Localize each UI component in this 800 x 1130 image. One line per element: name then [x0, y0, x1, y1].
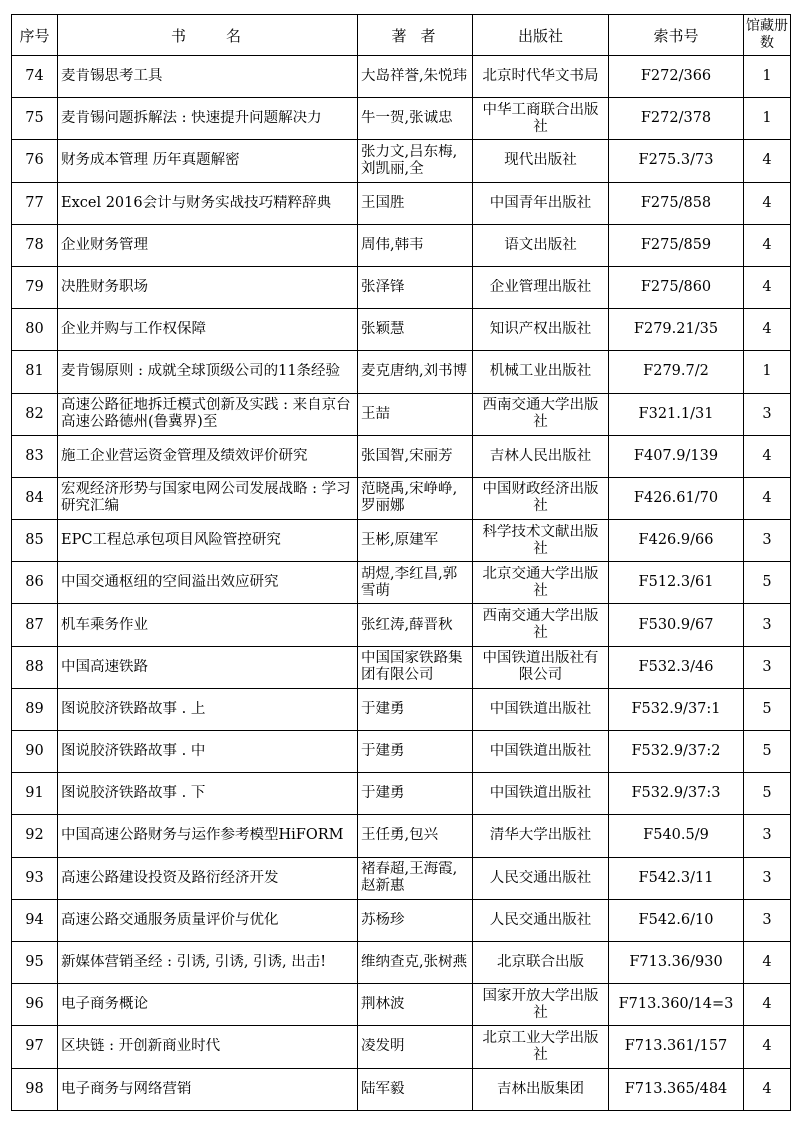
- table-row: [12, 140, 791, 182]
- cell-title: [58, 224, 358, 266]
- cell-call-number: F275/860: [609, 266, 744, 308]
- cell-call-number: F426.61/70: [609, 477, 744, 519]
- cell-publisher: [473, 1068, 609, 1110]
- cell-title-text: 新媒体营销圣经 : 引诱, 引诱, 引诱, 出击!: [61, 954, 327, 971]
- cell-publisher: [473, 688, 609, 730]
- cell-author: [358, 56, 473, 98]
- cell-publisher: [473, 899, 609, 941]
- cell-publisher: [473, 182, 609, 224]
- cell-title: [58, 1026, 358, 1068]
- cell-publisher-text: 中华工商联合出版社: [482, 101, 599, 135]
- cell-author-text: 胡煜,李红昌,郭雪萌: [361, 565, 458, 599]
- cell-no: 95: [12, 941, 58, 983]
- cell-title: [58, 56, 358, 98]
- cell-publisher-text: 中国铁道出版社有限公司: [482, 650, 599, 684]
- cell-author: [358, 393, 473, 435]
- cell-title-text: 财务成本管理 历年真题解密: [61, 152, 240, 169]
- cell-author: [358, 520, 473, 562]
- table-row: [12, 309, 791, 351]
- cell-publisher: [473, 604, 609, 646]
- cell-call-number: F713.361/157: [609, 1026, 744, 1068]
- cell-no: 93: [12, 857, 58, 899]
- table-row: [12, 520, 791, 562]
- cell-no: 89: [12, 688, 58, 730]
- cell-publisher-text: 吉林人民出版社: [489, 447, 592, 464]
- cell-title: [58, 393, 358, 435]
- cell-publisher-text: 北京交通大学出版社: [482, 565, 599, 599]
- table-row: [12, 773, 791, 815]
- cell-copies: 4: [744, 224, 791, 266]
- cell-no: 76: [12, 140, 58, 182]
- cell-copies: 1: [744, 56, 791, 98]
- table-row: [12, 688, 791, 730]
- cell-author-text: 陆军毅: [361, 1080, 405, 1097]
- cell-author-text: 王彬,原建军: [361, 532, 439, 549]
- header-row: [12, 15, 791, 56]
- cell-no: 84: [12, 477, 58, 519]
- cell-no: 83: [12, 435, 58, 477]
- cell-publisher-text: 北京工业大学出版社: [482, 1029, 599, 1063]
- cell-title: [58, 266, 358, 308]
- cell-author-text: 张力文,吕东梅,刘凯丽,全: [361, 143, 458, 177]
- cell-author-text: 周伟,韩韦: [361, 236, 424, 253]
- cell-publisher-text: 清华大学出版社: [489, 827, 592, 844]
- cell-call-number: F426.9/66: [609, 520, 744, 562]
- cell-publisher-text: 中国铁道出版社: [489, 700, 592, 717]
- cell-publisher: [473, 266, 609, 308]
- table-row: [12, 815, 791, 857]
- table-row: [12, 351, 791, 393]
- cell-author: [358, 98, 473, 140]
- cell-copies: 3: [744, 393, 791, 435]
- cell-call-number: F530.9/67: [609, 604, 744, 646]
- cell-no: 94: [12, 899, 58, 941]
- cell-no: 97: [12, 1026, 58, 1068]
- header-author: 著者: [358, 15, 473, 56]
- cell-copies: 3: [744, 646, 791, 688]
- cell-author: [358, 604, 473, 646]
- table-row: [12, 857, 791, 899]
- cell-copies: 3: [744, 815, 791, 857]
- cell-author: [358, 731, 473, 773]
- table-row: [12, 98, 791, 140]
- cell-call-number: F321.1/31: [609, 393, 744, 435]
- table-row: [12, 899, 791, 941]
- cell-title-text: 高速公路交通服务质量评价与优化: [61, 911, 279, 928]
- cell-copies: 4: [744, 266, 791, 308]
- cell-author: [358, 182, 473, 224]
- cell-title: [58, 98, 358, 140]
- cell-title: [58, 731, 358, 773]
- cell-title-text: 图说胶济铁路故事 . 上: [61, 700, 206, 717]
- cell-title: [58, 941, 358, 983]
- table-row: [12, 477, 791, 519]
- cell-title: [58, 604, 358, 646]
- header-no: 序号: [12, 15, 58, 56]
- cell-author: [358, 351, 473, 393]
- cell-title: [58, 140, 358, 182]
- cell-publisher-text: 人民交通出版社: [489, 911, 592, 928]
- cell-author-text: 麦克唐纳,刘书博: [361, 363, 468, 380]
- cell-title-text: EPC工程总承包项目风险管控研究: [61, 532, 281, 549]
- cell-call-number: F542.6/10: [609, 899, 744, 941]
- table-row: [12, 435, 791, 477]
- cell-publisher: [473, 309, 609, 351]
- cell-publisher-text: 机械工业出版社: [489, 363, 592, 380]
- cell-copies: 3: [744, 899, 791, 941]
- cell-publisher-text: 北京时代华文书局: [482, 68, 599, 85]
- cell-title: [58, 688, 358, 730]
- cell-publisher: [473, 984, 609, 1026]
- cell-author: [358, 309, 473, 351]
- cell-call-number: F532.9/37:1: [609, 688, 744, 730]
- cell-no: 86: [12, 562, 58, 604]
- cell-copies: 4: [744, 477, 791, 519]
- cell-no: 74: [12, 56, 58, 98]
- cell-copies: 3: [744, 520, 791, 562]
- table-header: [12, 15, 791, 56]
- cell-author: [358, 1026, 473, 1068]
- cell-title: [58, 309, 358, 351]
- cell-call-number: F532.9/37:3: [609, 773, 744, 815]
- cell-copies: 4: [744, 309, 791, 351]
- cell-title-text: 施工企业营运资金管理及绩效评价研究: [61, 447, 308, 464]
- cell-copies: 5: [744, 731, 791, 773]
- table-row: [12, 604, 791, 646]
- cell-call-number: F275/859: [609, 224, 744, 266]
- cell-publisher-text: 国家开放大学出版社: [482, 987, 599, 1021]
- cell-title-text: 企业并购与工作权保障: [61, 321, 206, 338]
- cell-no: 96: [12, 984, 58, 1026]
- cell-call-number: F279.7/2: [609, 351, 744, 393]
- cell-copies: 1: [744, 351, 791, 393]
- cell-title: [58, 351, 358, 393]
- cell-title-text: 中国高速铁路: [61, 658, 148, 675]
- table-row: [12, 1026, 791, 1068]
- cell-publisher-text: 西南交通大学出版社: [482, 608, 599, 642]
- cell-call-number: F512.3/61: [609, 562, 744, 604]
- header-holdings: 馆藏册数: [744, 15, 791, 56]
- cell-title-text: 区块链 : 开创新商业时代: [61, 1038, 221, 1055]
- cell-title: [58, 435, 358, 477]
- cell-author-text: 范晓禹,宋峥峥,罗丽娜: [361, 481, 458, 515]
- cell-author: [358, 941, 473, 983]
- cell-no: 87: [12, 604, 58, 646]
- cell-publisher: [473, 56, 609, 98]
- cell-author-text: 张泽锋: [361, 279, 405, 296]
- cell-title-text: 高速公路征地拆迁模式创新及实践 : 来自京台高速公路德州(鲁冀界)至: [61, 397, 351, 431]
- cell-publisher: [473, 140, 609, 182]
- cell-author-text: 牛一贺,张诚忠: [361, 110, 453, 127]
- cell-no: 90: [12, 731, 58, 773]
- cell-author: [358, 224, 473, 266]
- cell-title-text: 图说胶济铁路故事 . 下: [61, 785, 206, 802]
- cell-publisher-text: 现代出版社: [504, 152, 577, 169]
- cell-title: [58, 815, 358, 857]
- cell-copies: 5: [744, 688, 791, 730]
- cell-author: [358, 688, 473, 730]
- table-row: [12, 562, 791, 604]
- cell-copies: 4: [744, 1026, 791, 1068]
- cell-author-text: 王任勇,包兴: [361, 827, 439, 844]
- cell-author-text: 于建勇: [361, 743, 405, 760]
- cell-publisher-text: 吉林出版集团: [497, 1080, 584, 1097]
- cell-title: [58, 899, 358, 941]
- cell-no: 79: [12, 266, 58, 308]
- cell-title: [58, 1068, 358, 1110]
- cell-no: 92: [12, 815, 58, 857]
- cell-author-text: 张红涛,薛晋秋: [361, 616, 453, 633]
- cell-call-number: F275.3/73: [609, 140, 744, 182]
- cell-call-number: F407.9/139: [609, 435, 744, 477]
- cell-call-number: F532.3/46: [609, 646, 744, 688]
- cell-copies: 4: [744, 984, 791, 1026]
- cell-copies: 5: [744, 773, 791, 815]
- cell-call-number: F713.360/14=3: [609, 984, 744, 1026]
- table-row: [12, 731, 791, 773]
- cell-call-number: F279.21/35: [609, 309, 744, 351]
- cell-copies: 5: [744, 562, 791, 604]
- cell-call-number: F542.3/11: [609, 857, 744, 899]
- table-row: [12, 646, 791, 688]
- cell-title: [58, 773, 358, 815]
- cell-author: [358, 773, 473, 815]
- header-publisher: 出版社: [473, 15, 609, 56]
- cell-publisher-text: 知识产权出版社: [489, 321, 592, 338]
- table-body: [12, 56, 791, 1111]
- cell-author-text: 于建勇: [361, 700, 405, 717]
- cell-author-text: 王国胜: [361, 194, 405, 211]
- cell-publisher-text: 语文出版社: [504, 236, 577, 253]
- cell-author: [358, 899, 473, 941]
- cell-no: 91: [12, 773, 58, 815]
- cell-title: [58, 477, 358, 519]
- cell-author-text: 张颖慧: [361, 321, 405, 338]
- cell-title-text: 中国高速公路财务与运作参考模型HiFORM: [61, 827, 344, 844]
- cell-no: 77: [12, 182, 58, 224]
- cell-publisher: [473, 351, 609, 393]
- cell-no: 88: [12, 646, 58, 688]
- table-row: [12, 941, 791, 983]
- cell-call-number: F272/366: [609, 56, 744, 98]
- cell-copies: 4: [744, 182, 791, 224]
- table-row: [12, 224, 791, 266]
- cell-publisher: [473, 393, 609, 435]
- cell-title-text: 麦肯锡原则 : 成就全球顶级公司的11条经验: [61, 363, 341, 380]
- table-row: [12, 182, 791, 224]
- book-list-table: [11, 14, 791, 1111]
- cell-publisher: [473, 224, 609, 266]
- cell-title-text: 高速公路建设投资及路衍经济开发: [61, 869, 279, 886]
- table-row: [12, 984, 791, 1026]
- cell-no: 98: [12, 1068, 58, 1110]
- cell-author-text: 于建勇: [361, 785, 405, 802]
- cell-no: 82: [12, 393, 58, 435]
- cell-title-text: 中国交通枢纽的空间溢出效应研究: [61, 574, 279, 591]
- cell-publisher: [473, 98, 609, 140]
- cell-author-text: 荆林波: [361, 996, 405, 1013]
- cell-author-text: 苏杨珍: [361, 911, 405, 928]
- cell-title-text: 企业财务管理: [61, 236, 148, 253]
- cell-title-text: 电子商务概论: [61, 996, 148, 1013]
- cell-no: 75: [12, 98, 58, 140]
- cell-publisher-text: 北京联合出版: [497, 954, 584, 971]
- cell-call-number: F272/378: [609, 98, 744, 140]
- cell-call-number: F532.9/37:2: [609, 731, 744, 773]
- cell-author: [358, 435, 473, 477]
- cell-publisher: [473, 731, 609, 773]
- cell-call-number: F713.36/930: [609, 941, 744, 983]
- cell-no: 81: [12, 351, 58, 393]
- cell-publisher-text: 中国铁道出版社: [489, 743, 592, 760]
- cell-author: [358, 1068, 473, 1110]
- cell-author: [358, 562, 473, 604]
- cell-title: [58, 984, 358, 1026]
- cell-copies: 4: [744, 941, 791, 983]
- cell-title: [58, 646, 358, 688]
- cell-title: [58, 520, 358, 562]
- cell-publisher-text: 中国财政经济出版社: [482, 481, 599, 515]
- cell-publisher: [473, 857, 609, 899]
- cell-publisher: [473, 520, 609, 562]
- cell-author-text: 褚春超,王海霞,赵新惠: [361, 861, 458, 895]
- cell-publisher: [473, 562, 609, 604]
- cell-author-text: 中国国家铁路集团有限公司: [361, 650, 463, 684]
- cell-title: [58, 562, 358, 604]
- cell-no: 80: [12, 309, 58, 351]
- table-row: [12, 1068, 791, 1110]
- cell-author: [358, 815, 473, 857]
- cell-title: [58, 182, 358, 224]
- table-row: [12, 266, 791, 308]
- cell-call-number: F713.365/484: [609, 1068, 744, 1110]
- header-title: 书名: [58, 15, 358, 56]
- cell-publisher-text: 科学技术文献出版社: [482, 523, 599, 557]
- cell-title-text: 图说胶济铁路故事 . 中: [61, 743, 206, 760]
- cell-author-text: 维纳查克,张树燕: [361, 954, 468, 971]
- cell-author: [358, 857, 473, 899]
- cell-call-number: F540.5/9: [609, 815, 744, 857]
- cell-publisher-text: 人民交通出版社: [489, 869, 592, 886]
- cell-copies: 1: [744, 98, 791, 140]
- cell-no: 78: [12, 224, 58, 266]
- table-row: [12, 393, 791, 435]
- cell-title: [58, 857, 358, 899]
- cell-publisher-text: 企业管理出版社: [489, 279, 592, 296]
- cell-publisher: [473, 477, 609, 519]
- cell-author-text: 王喆: [361, 405, 390, 422]
- cell-publisher: [473, 773, 609, 815]
- header-call-number: 索书号: [609, 15, 744, 56]
- cell-call-number: F275/858: [609, 182, 744, 224]
- cell-publisher: [473, 1026, 609, 1068]
- cell-copies: 4: [744, 140, 791, 182]
- cell-title-text: 电子商务与网络营销: [61, 1080, 192, 1097]
- cell-title-text: 麦肯锡问题拆解法 : 快速提升问题解决力: [61, 110, 322, 127]
- cell-author-text: 凌发明: [361, 1038, 405, 1055]
- cell-title-text: 机车乘务作业: [61, 616, 148, 633]
- cell-publisher: [473, 435, 609, 477]
- cell-author: [358, 646, 473, 688]
- table-row: [12, 56, 791, 98]
- cell-publisher: [473, 941, 609, 983]
- cell-author: [358, 266, 473, 308]
- cell-title-text: Excel 2016会计与财务实战技巧精粹辞典: [61, 194, 332, 211]
- cell-title-text: 宏观经济形势与国家电网公司发展战略 : 学习研究汇编: [61, 481, 351, 515]
- cell-copies: 3: [744, 857, 791, 899]
- cell-publisher-text: 中国铁道出版社: [489, 785, 592, 802]
- cell-no: 85: [12, 520, 58, 562]
- cell-author: [358, 477, 473, 519]
- cell-copies: 4: [744, 435, 791, 477]
- cell-publisher-text: 中国青年出版社: [489, 194, 592, 211]
- cell-copies: 3: [744, 604, 791, 646]
- cell-author: [358, 140, 473, 182]
- cell-author-text: 大岛祥誉,朱悦玮: [361, 68, 468, 85]
- cell-copies: 4: [744, 1068, 791, 1110]
- cell-publisher: [473, 815, 609, 857]
- cell-title-text: 决胜财务职场: [61, 279, 148, 296]
- cell-publisher-text: 西南交通大学出版社: [482, 397, 599, 431]
- cell-publisher: [473, 646, 609, 688]
- cell-author: [358, 984, 473, 1026]
- cell-title-text: 麦肯锡思考工具: [61, 68, 163, 85]
- cell-author-text: 张国智,宋丽芳: [361, 447, 453, 464]
